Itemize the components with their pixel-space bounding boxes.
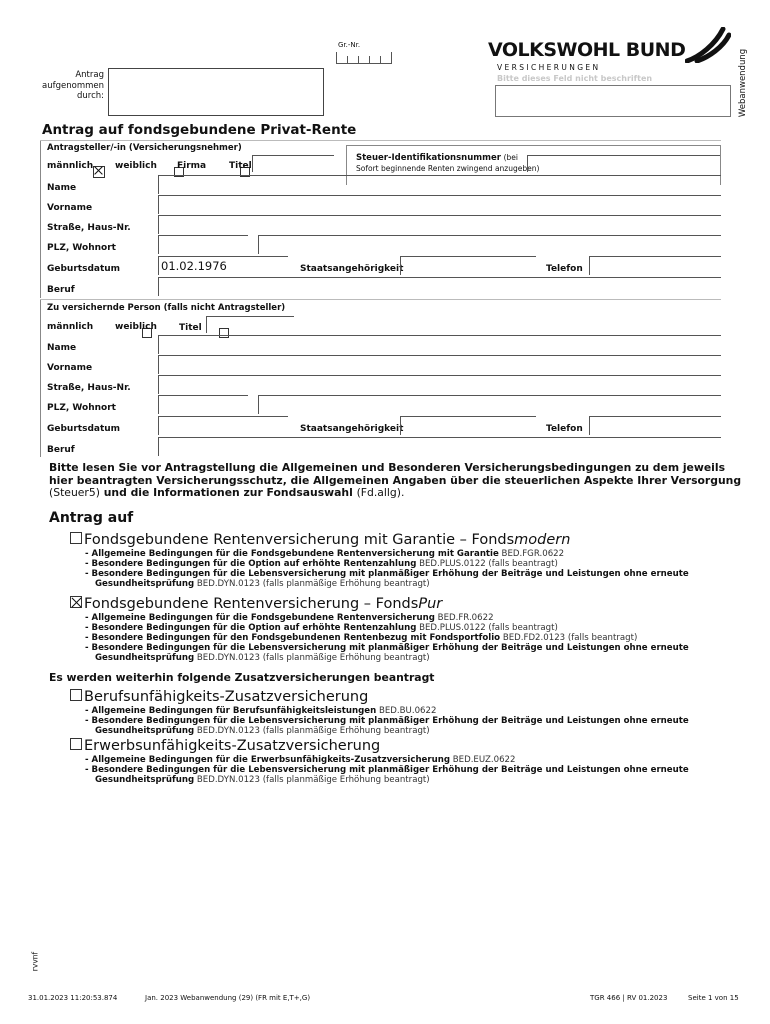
insured-title-field[interactable]: [206, 316, 294, 333]
tax-id-note: Sofort beginnende Renten zwingend anzugeben): [356, 164, 540, 173]
condition-line: - Allgemeine Bedingungen für die Fondsgebundene Rentenversicherung mit Garantie BED.FGR.0622: [85, 549, 565, 559]
insured-birthdate-field[interactable]: [158, 416, 288, 435]
gr-nr-label: Gr.-Nr.: [338, 41, 361, 49]
antrag-aufgenommen-label: Antrag aufgenommen durch:: [42, 70, 104, 101]
condition-line: - Besondere Bedingungen für die Lebensversicherung mit planmäßiger Erhöhung der Beiträge und Leistungen ohne erneute: [85, 716, 689, 726]
insured-firstname-field[interactable]: [158, 355, 721, 374]
insured-section-label: Zu versichernde Person (falls nicht Antragsteller): [47, 303, 286, 313]
applicant-birthdate-value: 01.02.1976: [161, 259, 227, 273]
logo-swoosh-icon: [685, 27, 731, 63]
applicant-title-field[interactable]: [252, 155, 334, 172]
applicant-firstname-field[interactable]: [158, 195, 721, 214]
product-fondspur: Fondsgebundene Rentenversicherung – FondsPur - Allgemeine Bedingungen für die Fondsgebundene Rentenversicherung BED.FR.0622 - Besondere Bedingungen für die Option auf erhöhte Rentenzahlung BED.PLUS.0122 (falls beantragt) - Besondere Bedingungen für den Fondsgebundenen Rentenbezug mit Fondsportfolio BED.FD2.0123 (falls beantragt) - Besondere Bedingungen für die Lebensversicherung mit planmäßiger Erhöhung der Beiträge und Leistungen ohne erneute Gesundheitsprüfung BED.DYN.0123 (falls planmäßige Erhöhung beantragt): [70, 596, 710, 663]
gr-nr-boxes[interactable]: [336, 52, 392, 64]
footer-form-code: TGR 466 | RV 01.2023: [590, 994, 668, 1002]
side-code: rvvnf: [30, 951, 40, 972]
condition-line: - Besondere Bedingungen für die Option auf erhöhte Rentenzahlung BED.PLUS.0122 (falls beantragt): [85, 559, 558, 569]
applicant-birthdate-label: Geburtsdatum: [47, 264, 121, 274]
insured-male-label: männlich: [47, 322, 94, 332]
applicant-company-label: Firma: [177, 161, 207, 171]
additional-bu-checkbox[interactable]: [70, 689, 82, 701]
product-fondsmodern: Fondsgebundene Rentenversicherung mit Garantie – Fondsmodern - Allgemeine Bedingungen für die Fondsgebundene Rentenversicherung mit Garantie BED.FGR.0622 - Besondere Bedingungen für die Option auf erhöhte Rentenzahlung BED.PLUS.0122 (falls beantragt) - Besondere Bedingungen für die Lebensversicherung mit planmäßiger Erhöhung der Beiträge und Leistungen ohne erneute Gesundheitsprüfung BED.DYN.0123 (falls planmäßige Erhöhung beantragt): [70, 532, 710, 589]
office-use-box: [495, 85, 731, 117]
condition-line: - Besondere Bedingungen für die Lebensversicherung mit planmäßiger Erhöhung der Beiträge und Leistungen ohne erneute: [85, 765, 689, 775]
applicant-job-field[interactable]: [158, 277, 721, 296]
applicant-street-field[interactable]: [158, 215, 721, 234]
tax-id-label: Steuer-Identifikationsnummer (bei: [356, 153, 519, 163]
insured-title-label: Titel: [179, 323, 202, 333]
insured-female-label: weiblich: [115, 322, 157, 332]
condition-line: - Besondere Bedingungen für den Fondsgebundenen Rentenbezug mit Fondsportfolio BED.FD2.0123 (falls beantragt): [85, 633, 638, 643]
applicant-nationality-label: Staatsangehörigkeit: [300, 264, 404, 274]
applicant-section-label: Antragsteller/-in (Versicherungsnehmer): [47, 143, 242, 153]
condition-line: - Besondere Bedingungen für die Option auf erhöhte Rentenzahlung BED.PLUS.0122 (falls beantragt): [85, 623, 558, 633]
insured-city-field[interactable]: [258, 395, 721, 414]
insured-plz-label: PLZ, Wohnort: [47, 403, 116, 413]
insured-nationality-field[interactable]: [400, 416, 536, 435]
insured-plz-field[interactable]: [158, 395, 248, 414]
insured-firstname-label: Vorname: [47, 363, 93, 373]
antrag-auf-heading: Antrag auf: [49, 510, 134, 526]
logo-text: VOLKSWOHL BUND: [488, 39, 686, 61]
condition-line: - Besondere Bedingungen für die Lebensversicherung mit planmäßiger Erhöhung der Beiträge und Leistungen ohne erneute: [85, 569, 689, 579]
condition-line: Gesundheitsprüfung BED.DYN.0123 (falls planmäßige Erhöhung beantragt): [95, 653, 430, 663]
condition-line: - Allgemeine Bedingungen für die Fondsgebundene Rentenversicherung BED.FR.0622: [85, 613, 494, 623]
condition-line: Gesundheitsprüfung BED.DYN.0123 (falls planmäßige Erhöhung beantragt): [95, 579, 430, 589]
additional-eu-checkbox[interactable]: [70, 738, 82, 750]
insured-street-label: Straße, Haus-Nr.: [47, 383, 131, 393]
insured-phone-label: Telefon: [546, 424, 583, 434]
additional-bu: Berufsunfähigkeits-Zusatzversicherung - Allgemeine Bedingungen für Berufsunfähigkeitsleistungen BED.BU.0622 - Besondere Bedingungen für die Lebensversicherung mit planmäßiger Erhöhung der Beiträge und Leistungen ohne erneute Gesundheitsprüfung BED.DYN.0123 (falls planmäßige Erhöhung beantragt): [70, 689, 710, 736]
additional-insurance-label: Es werden weiterhin folgende Zusatzversicherungen beantragt: [49, 671, 435, 684]
applicant-firstname-label: Vorname: [47, 203, 93, 213]
product-fondsmodern-checkbox[interactable]: [70, 532, 82, 544]
side-label: Webanwendung: [738, 48, 748, 118]
condition-line: - Besondere Bedingungen für die Lebensversicherung mit planmäßiger Erhöhung der Beiträge und Leistungen ohne erneute: [85, 643, 689, 653]
tax-id-field[interactable]: [527, 155, 720, 172]
applicant-name-field[interactable]: [158, 175, 721, 194]
product-fondspur-checkbox[interactable]: [70, 596, 82, 608]
insured-birthdate-label: Geburtsdatum: [47, 424, 121, 434]
insured-name-field[interactable]: [158, 335, 721, 354]
conditions-notice: Bitte lesen Sie vor Antragstellung die Allgemeinen und Besonderen Versicherungsbedingungen zu dem jeweils hier beantragten Versicherungsschutz, die Allgemeinen Angaben über die steuerlichen Aspekte Ihrer Versorgung (Steuer5) und die Informationen zur Fondsauswahl (Fd.allg).: [49, 461, 742, 499]
antrag-aufgenommen-box[interactable]: [108, 68, 324, 116]
applicant-title-label: Titel: [229, 161, 252, 171]
applicant-birthdate-field[interactable]: [158, 256, 288, 275]
applicant-plz-label: PLZ, Wohnort: [47, 243, 116, 253]
applicant-name-label: Name: [47, 183, 77, 193]
insured-job-label: Beruf: [47, 445, 75, 455]
applicant-female-label: weiblich: [115, 161, 157, 171]
condition-line: Gesundheitsprüfung BED.DYN.0123 (falls planmäßige Erhöhung beantragt): [95, 726, 430, 736]
condition-line: Gesundheitsprüfung BED.DYN.0123 (falls planmäßige Erhöhung beantragt): [95, 775, 430, 785]
footer-timestamp: 31.01.2023 11:20:53.874: [28, 994, 118, 1002]
additional-eu: Erwerbsunfähigkeits-Zusatzversicherung - Allgemeine Bedingungen für die Erwerbsunfähigkeits-Zusatzversicherung BED.EUZ.0622 - Besondere Bedingungen für die Lebensversicherung mit planmäßiger Erhöhung der Beiträge und Leistungen ohne erneute Gesundheitsprüfung BED.DYN.0123 (falls planmäßige Erhöhung beantragt): [70, 738, 710, 785]
insured-job-field[interactable]: [158, 437, 721, 456]
condition-line: - Allgemeine Bedingungen für die Erwerbsunfähigkeits-Zusatzversicherung BED.EUZ.0622: [85, 755, 516, 765]
applicant-male-checkbox[interactable]: [93, 166, 105, 178]
logo-subtext: V E R S I C H E R U N G E N: [497, 63, 599, 72]
condition-line: - Allgemeine Bedingungen für Berufsunfähigkeitsleistungen BED.BU.0622: [85, 706, 437, 716]
applicant-street-label: Straße, Haus-Nr.: [47, 223, 131, 233]
no-write-note: Bitte dieses Feld nicht beschriften: [497, 74, 653, 83]
footer-version: Jan. 2023 Webanwendung (29) (FR mit E,T+,G): [145, 994, 311, 1002]
applicant-city-field[interactable]: [258, 235, 721, 254]
applicant-phone-field[interactable]: [589, 256, 721, 275]
applicant-nationality-field[interactable]: [400, 256, 536, 275]
insured-phone-field[interactable]: [589, 416, 721, 435]
applicant-job-label: Beruf: [47, 285, 75, 295]
applicant-male-label: männlich: [47, 161, 94, 171]
insured-section: [40, 299, 41, 457]
page-title: Antrag auf fondsgebundene Privat-Rente: [42, 122, 357, 138]
footer-page: Seite 1 von 15: [688, 994, 739, 1002]
insured-street-field[interactable]: [158, 375, 721, 394]
applicant-plz-field[interactable]: [158, 235, 248, 254]
applicant-phone-label: Telefon: [546, 264, 583, 274]
insured-nationality-label: Staatsangehörigkeit: [300, 424, 404, 434]
insured-name-label: Name: [47, 343, 77, 353]
